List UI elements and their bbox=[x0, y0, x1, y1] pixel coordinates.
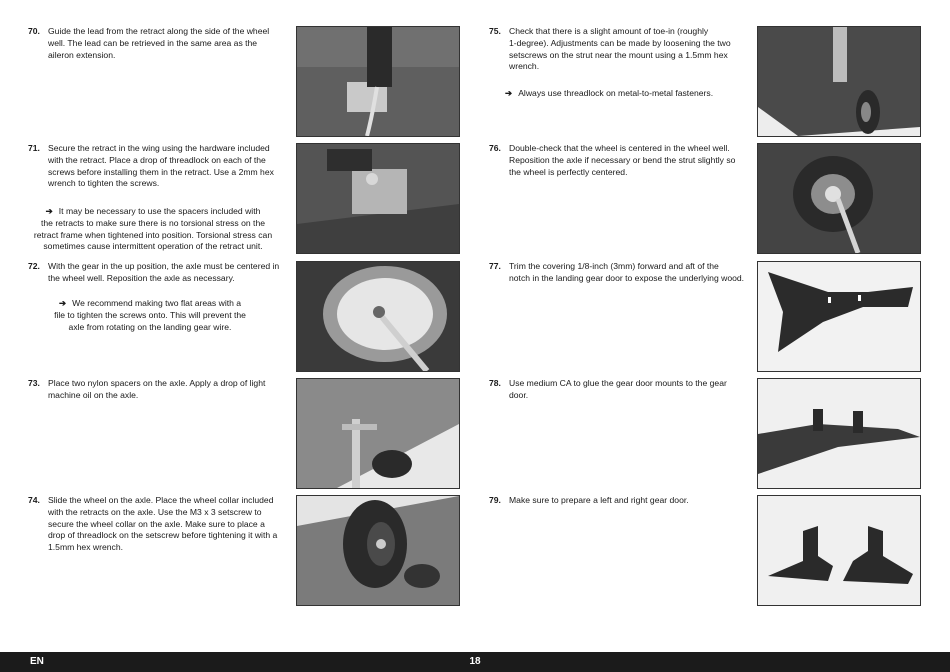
step-text: Trim the covering 1/8-inch (3mm) forward and aft of the notch in the landing gear door to expose the underlying wood. bbox=[509, 261, 745, 283]
step-text: With the gear in the up position, the axle must be centered in the wheel well. Reposition the axle as necessary. bbox=[48, 261, 280, 283]
step-text: Guide the lead from the retract along the side of the wheel well. The lead can be retrieved in the same area as the aileron extension. bbox=[48, 26, 270, 60]
step-number: 72. bbox=[28, 261, 40, 271]
photo-step-71 bbox=[296, 143, 460, 254]
step-number: 78. bbox=[489, 378, 501, 388]
step-text: Make sure to prepare a left and right gear door. bbox=[509, 495, 689, 505]
photo-step-77 bbox=[757, 261, 921, 372]
photo-step-72 bbox=[296, 261, 460, 372]
step-number: 77. bbox=[489, 261, 501, 271]
step-number: 75. bbox=[489, 26, 501, 36]
step-text: Slide the wheel on the axle. Place the wheel collar included with the retracts on the axle. Use the M3 x 3 setscrew to secure the wheel collar on the axle. Make sure to place a drop of threadlock on the setscrew before tightening it with a 1.5mm hex wrench. bbox=[48, 495, 278, 553]
step-text: Double-check that the wheel is centered in the wheel well. Reposition the axle if necessary or bend the strut slightly so the wheel is perfectly centered. bbox=[509, 143, 736, 177]
photo-step-70 bbox=[296, 26, 460, 137]
step-number: 70. bbox=[28, 26, 40, 36]
step-text: Secure the retract in the wing using the hardware included with the retract. Place a drop of threadlock on each of the screws before installing them in the retract. Use a 2mm hex wrench to tighten the screws. bbox=[48, 143, 274, 189]
step-number: 79. bbox=[489, 495, 501, 505]
photo-step-78 bbox=[757, 378, 921, 489]
step-number: 76. bbox=[489, 143, 501, 153]
footer-bar bbox=[0, 652, 950, 672]
note-72: ➔ We recommend making two flat areas with a file to tighten the screws onto. This will prevent the axle from rotating on the landing gear wire. bbox=[54, 298, 246, 332]
arrow-icon: ➔ bbox=[505, 88, 513, 98]
photo-step-76 bbox=[757, 143, 921, 254]
photo-step-73 bbox=[296, 378, 460, 489]
photo-step-79 bbox=[757, 495, 921, 606]
page-number: 18 bbox=[469, 656, 481, 667]
arrow-icon: ➔ bbox=[45, 206, 53, 216]
step-number: 74. bbox=[28, 495, 40, 505]
language-label: EN bbox=[30, 656, 44, 667]
arrow-icon: ➔ bbox=[58, 298, 67, 308]
photo-step-74 bbox=[296, 495, 460, 606]
step-number: 73. bbox=[28, 378, 40, 388]
note-75: ➔ Always use threadlock on metal-to-metal fasteners. bbox=[505, 88, 714, 98]
step-number: 71. bbox=[28, 143, 40, 153]
step-text: Check that there is a slight amount of toe-in (roughly 1-degree). Adjustments can be made by loosening the two setscrews on the strut near the mount using a 1.5mm hex wrench. bbox=[509, 26, 731, 72]
step-text: Place two nylon spacers on the axle. Apply a drop of light machine oil on the axle. bbox=[48, 378, 266, 400]
note-71: ➔ It may be necessary to use the spacers included with the retracts to make sure there is no torsional stress on the retract frame when tightened into position. Torsional stress can sometimes cause intermittent operation of the retract unit. bbox=[33, 206, 273, 252]
photo-step-75 bbox=[757, 26, 921, 137]
step-text: Use medium CA to glue the gear door mounts to the gear door. bbox=[509, 378, 727, 400]
